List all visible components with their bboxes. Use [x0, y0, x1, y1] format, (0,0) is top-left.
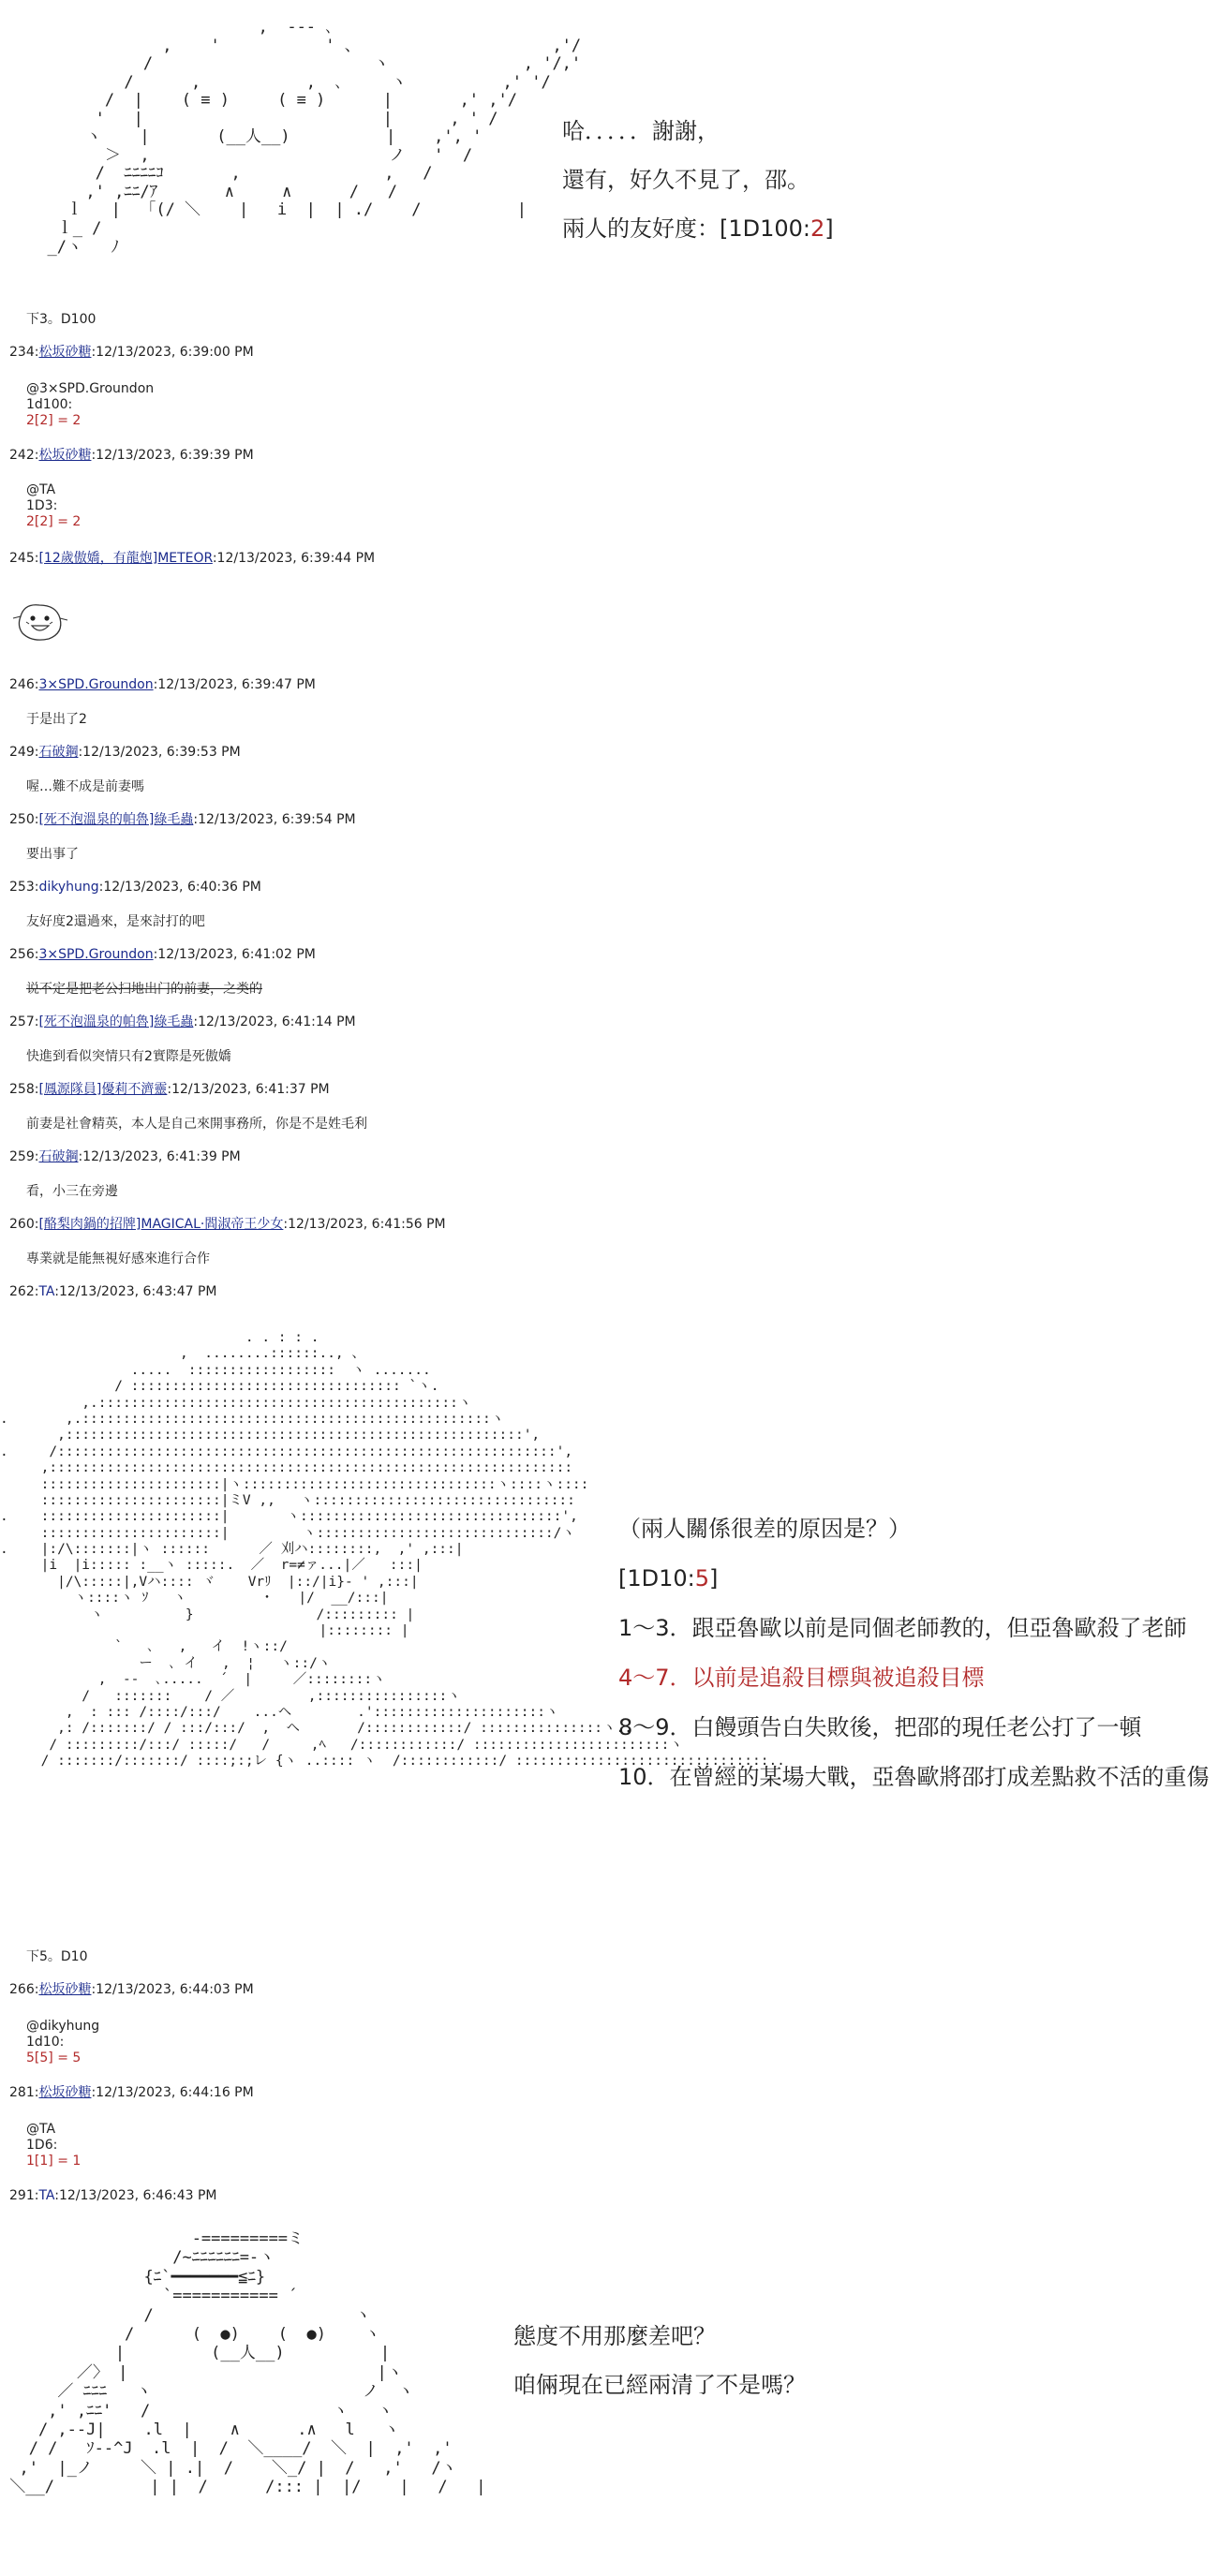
post-245 — [9, 552, 375, 565]
post-timestamp: :12/13/2023, 6:41:14 PM — [193, 1014, 356, 1029]
smiley-face-icon — [11, 600, 69, 644]
post-242 — [9, 449, 254, 462]
post-262 — [9, 1285, 217, 1298]
poster-name-link[interactable]: TA — [38, 2188, 55, 2203]
poster-name-link[interactable]: dikyhung — [38, 880, 99, 895]
dialog-line-long-time: 還有，好久不見了，邵。 — [562, 167, 810, 193]
option-8-9: 8～9．白饅頭告白失敗後，把邵的現任老公打了一頓 — [618, 1714, 1142, 1740]
poster-name-link[interactable]: [死不泡溫泉的帕魯]綠毛蟲 — [38, 812, 194, 827]
poster-name-link[interactable]: 松坂砂糖 — [38, 1982, 92, 1997]
post-246-body: 于是出了2 — [26, 712, 87, 727]
post-258-body: 前妻是社會精英，本人是自己來開事務所，你是不是姓毛利 — [26, 1117, 367, 1132]
post-number: 262: — [9, 1284, 39, 1299]
poster-name-link[interactable]: 松坂砂糖 — [38, 2085, 92, 2100]
ascii-art-hooded-figure: . . : : . , ........::::::.., 、 ..... :::::::::::::::::: ヽ ....... / ::::::::::::::::::::::::::::::::: `ヽ. ,.::::::::::::::::::::::::::::::::::::::::::::ヽ . ,.::::::::::::::::::::::::::::::::::::::::::::::::::ヽ ,::::::::::::::::::::::::::::::::::::::::::::::::::::::::', . /:::::::::::::::::::::::::::::::::::::::::::::::::::::::::::::', ,:::::::::::::::::::::::::::::::::::::::::::::::::::::::::::::::: ::::::::::::::::::::::|ヽ:::::::::::::::::::::::::::::::ヽ::::ヽ:::: ::::::::::::::::::::::|ミV ,, ヽ:::::::::::::::::::::::::::::::: . ::::::::::::::::::::::| ヽ::::::::::::::::::::::::::::::::', ::::::::::::::::::::::| ヽ:::::::::::::::::::::::::::::/ヽ . |:/\:::::::|ヽ :::::: ／ 刈ハ::::::::, ,' ,:::| |i |i::::: :__ヽ :::::. ／ r=≠ァ...|／ :::| |/\:::::|,Vハ:::: ヾ Vrﾘ |::/|i}- ' ,:::| ヽ::::ヽ ｿ ヽ ・ |/ __/:::| ヽ } /::::::::: | |:::::::: | ` ､ , イ !ヽ::/ ー ､ イ , ¦ ヽ::/ヽ , -- ､..... ´ | ／::::::::ヽ / ::::::: / ／ ,::::::::::::::::ヽ , : ::: /::::/:::/ ...ヘ .':::::::::::::::::::::ヽ ,: /:::::::/ / :::/:::/ , ヘ /::::::::::::/ :::::::::::::::ヽ.. / :::::::::/:::/ :::::/ / ,ﾍ /::::::::::::/ ::::::::::::::::::::::::ヽ / :::::::/:::::::/ ::::;:;レ {ヽ ..:::: ヽ /::::::::::::/ :::::::::::::::::::::::::::::::.. — [0, 1330, 785, 1769]
affinity-value: 2 — [810, 215, 825, 242]
post-timestamp: :12/13/2023, 6:39:47 PM — [153, 677, 316, 692]
post-timestamp: :12/13/2023, 6:41:56 PM — [283, 1217, 446, 1232]
post-257 — [9, 1015, 356, 1029]
post-number: 245: — [9, 551, 39, 566]
post-timestamp: :12/13/2023, 6:41:39 PM — [78, 1149, 241, 1164]
poster-name-link[interactable]: [死不泡溫泉的帕魯]綠毛蟲 — [38, 1014, 194, 1029]
post-timestamp: :12/13/2023, 6:40:36 PM — [98, 880, 261, 895]
ascii-art-creature-1: , --- ､ , ' ' 、 ,'/ / ヽ , '/,' / , , ､ ヽ ,' '/ / | ( ≡ ) ( ≡ ) | ,' ,'/ ' | | , ' / ヽ | (__人__) | ,', ' ＞ , ノ ' / / ﾆﾆﾆﾆｺ , , / ,' ,ﾆﾆ/ｱ ∧ ∧ / / ｌ | 「(/ ＼ | i | | ./ / | ｌ_ / _/ヽ ﾉ — [47, 18, 582, 257]
post-281-line-2: 1D6: — [26, 2138, 58, 2153]
post-253 — [9, 881, 261, 894]
dialog-attitude: 態度不用那麼差吧？ — [513, 2323, 716, 2349]
option-10: 10．在曾經的某場大戰，亞魯歐將邵打成差點救不活的重傷 — [618, 1764, 1210, 1790]
dialog-question: （兩人關係很差的原因是？） — [618, 1516, 911, 1542]
affinity-label: 兩人的友好度：[1D100: — [562, 215, 811, 242]
post-249-body: 喔…難不成是前妻嗎 — [26, 779, 144, 794]
post-250 — [9, 813, 356, 826]
roll-value: 5 — [694, 1565, 710, 1591]
post-timestamp: :12/13/2023, 6:39:44 PM — [212, 551, 376, 566]
post-timestamp: :12/13/2023, 6:44:16 PM — [91, 2085, 254, 2100]
affinity-suffix: ] — [824, 215, 834, 242]
post-timestamp: :12/13/2023, 6:41:37 PM — [167, 1082, 330, 1097]
poster-name-link[interactable]: 松坂砂糖 — [38, 448, 92, 463]
post-234-roll: 2[2] = 2 — [26, 413, 82, 428]
post-header — [9, 346, 254, 359]
dialog-line-thanks: 哈．．．．．謝謝， — [562, 118, 720, 144]
post-259-body: 看，小三在旁邊 — [26, 1184, 118, 1199]
post-timestamp: :12/13/2023, 6:44:03 PM — [91, 1982, 254, 1997]
poster-name-link[interactable]: [12歲傲嬌，有龍炮]METEOR — [38, 551, 213, 566]
post-258 — [9, 1083, 330, 1096]
post-266 — [9, 1983, 254, 1996]
post-number: 246: — [9, 677, 39, 692]
post-number: 258: — [9, 1082, 39, 1097]
dialog-settled: 咱倆現在已經兩清了不是嗎？ — [513, 2372, 806, 2398]
dialog-line-affinity — [562, 217, 834, 240]
post-281-line-1: @TA — [26, 2122, 56, 2137]
post-number: 234: — [9, 345, 39, 360]
post-260 — [9, 1218, 446, 1231]
post-291 — [9, 2189, 217, 2202]
note-roll-d100: 下3。D100 — [26, 312, 97, 327]
note-roll-d10: 下5。D10 — [26, 1949, 88, 1964]
post-249 — [9, 746, 241, 759]
post-281-roll: 1[1] = 1 — [26, 2154, 82, 2169]
dialog-roll-d10 — [618, 1567, 718, 1590]
post-number: 249: — [9, 745, 39, 760]
post-256 — [9, 948, 316, 961]
post-timestamp: :12/13/2023, 6:39:53 PM — [78, 745, 241, 760]
post-timestamp: :12/13/2023, 6:41:02 PM — [153, 947, 316, 962]
post-256-body: 说不定是把老公扫地出门的前妻，之类的 — [26, 982, 262, 997]
post-number: 281: — [9, 2085, 39, 2100]
roll-label: [1D10: — [618, 1565, 695, 1591]
post-242-roll: 2[2] = 2 — [26, 514, 82, 529]
post-timestamp: :12/13/2023, 6:39:00 PM — [91, 345, 254, 360]
post-number: 266: — [9, 1982, 39, 1997]
poster-name-link[interactable]: 石破鋼 — [38, 1149, 79, 1164]
option-4-7: 4～7．以前是追殺目標與被追殺目標 — [618, 1665, 985, 1691]
poster-name-link[interactable]: 3×SPD.Groundon — [38, 677, 154, 692]
post-number: 250: — [9, 812, 39, 827]
post-266-line-1: @dikyhung — [26, 2019, 100, 2034]
post-259 — [9, 1150, 241, 1163]
post-timestamp: :12/13/2023, 6:39:39 PM — [91, 448, 254, 463]
post-250-body: 要出事了 — [26, 847, 79, 862]
poster-name-link[interactable]: [酪梨肉鍋的招牌]MAGICAL·閻淑帝王少女 — [38, 1217, 284, 1232]
post-260-body: 專業就是能無視好感來進行合作 — [26, 1251, 210, 1266]
post-257-body: 快進到看似突情只有2實際是死傲嬌 — [26, 1049, 231, 1064]
post-number: 253: — [9, 880, 39, 895]
post-281 — [9, 2086, 254, 2099]
roll-suffix: ] — [709, 1565, 719, 1591]
option-1-3: 1～3．跟亞魯歐以前是同個老師教的，但亞魯歐殺了老師 — [618, 1615, 1187, 1641]
post-242-line-2: 1D3: — [26, 498, 58, 513]
post-253-body: 友好度2還過來，是來討打的吧 — [26, 914, 205, 929]
post-242-line-1: @TA — [26, 482, 56, 497]
post-timestamp: :12/13/2023, 6:46:43 PM — [54, 2188, 217, 2203]
post-timestamp: :12/13/2023, 6:39:54 PM — [193, 812, 356, 827]
post-number: 257: — [9, 1014, 39, 1029]
post-234 — [9, 346, 254, 359]
post-266-line-2: 1d10: — [26, 2035, 65, 2050]
post-number: 259: — [9, 1149, 39, 1164]
post-234-line-2: 1d100: — [26, 397, 73, 412]
poster-name-link[interactable]: TA — [38, 1284, 55, 1299]
poster-name-link[interactable]: 3×SPD.Groundon — [38, 947, 154, 962]
post-timestamp: :12/13/2023, 6:43:47 PM — [54, 1284, 217, 1299]
poster-name-link[interactable]: 石破鋼 — [38, 745, 79, 760]
post-number: 260: — [9, 1217, 39, 1232]
poster-name-link[interactable]: [鳳源隊員]優莉不濟靈 — [38, 1082, 168, 1097]
post-number: 242: — [9, 448, 39, 463]
ascii-art-creature-hat: -=========ミ /~ﾆﾆﾆﾆﾆﾆ=-ヽ {ﾆ`━━━━━━━≦ﾆ} `=========== ´ / ヽ / ( ●) ( ●) ヽ | (__人__) | ／〉 | |ヽ ／ ﾆﾆﾆ ヽ ノ ヽ ,' ,ﾆﾆ' / ヽ ヽ / ,-‐J| .l | ∧ .∧ l ヽ / / ｿ-‐^J .l | / ＼____/ ＼ | ,' ,' ,' |_ノ ＼ | .| / ＼_/ | / ,' /ヽ ＼__/ | | / /::: | |/ | / | — [9, 2229, 486, 2497]
post-number: 291: — [9, 2188, 39, 2203]
post-number: 256: — [9, 947, 39, 962]
post-246 — [9, 678, 316, 691]
poster-name-link[interactable]: 松坂砂糖 — [38, 345, 92, 360]
post-234-line-1: @3×SPD.Groundon — [26, 381, 155, 396]
post-266-roll: 5[5] = 5 — [26, 2050, 82, 2065]
